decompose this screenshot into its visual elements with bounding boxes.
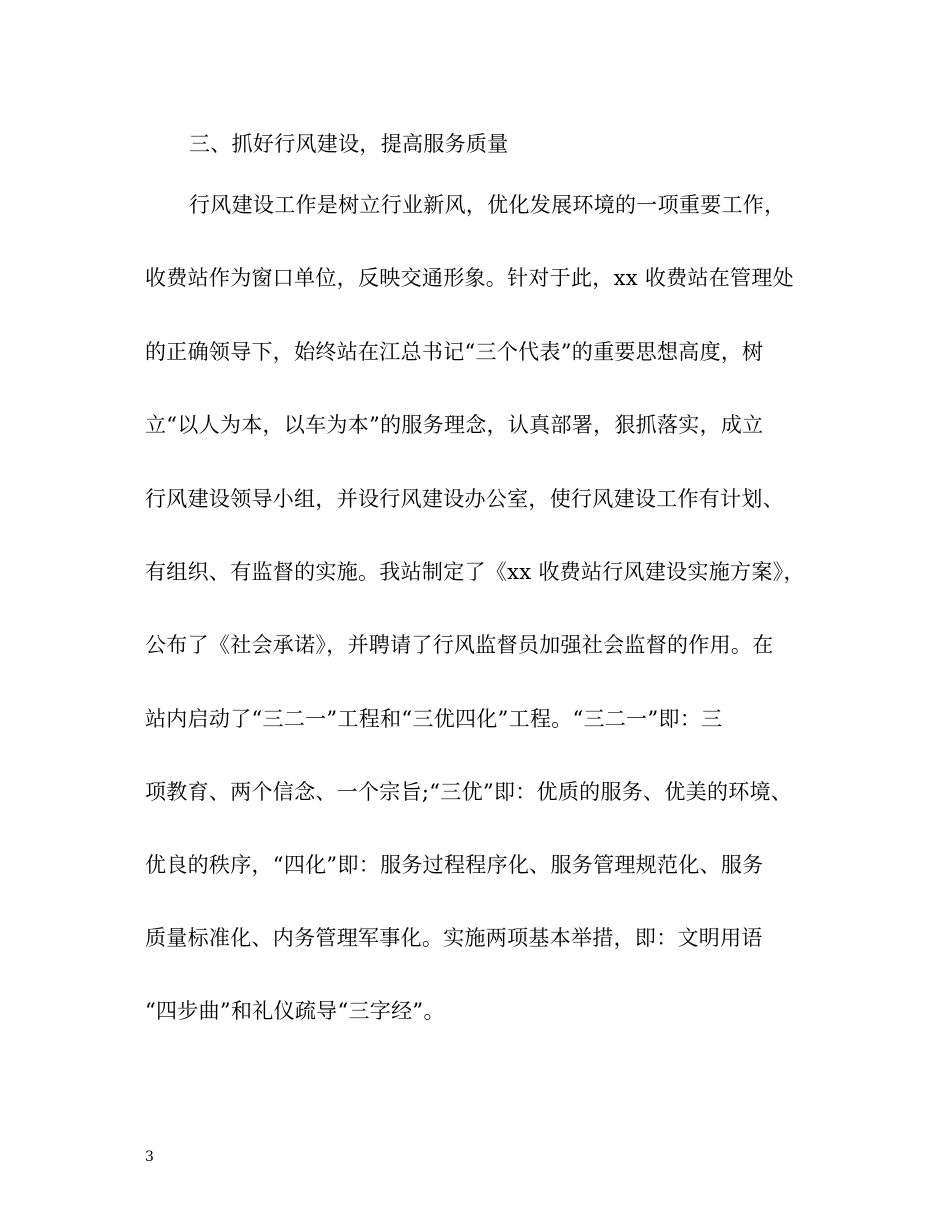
paragraph-line: 公布了《社会承诺》，并聘请了行风监督员加强社会监督的作用。在: [145, 633, 774, 657]
section-heading: 三、抓好行风建设，提高服务质量: [189, 132, 509, 156]
paragraph-line: 收费站作为窗口单位，反映交通形象。针对于此，xx 收费站在管理处: [145, 266, 794, 290]
paragraph-line: 质量标准化、内务管理军事化。实施两项基本举措，即：文明用语: [145, 926, 763, 950]
paragraph-line: “四步曲”和礼仪疏导“三字经”。: [145, 999, 445, 1023]
paragraph-line: 行风建设工作是树立行业新风，优化发展环境的一项重要工作，: [189, 193, 786, 217]
paragraph-line: 行风建设领导小组，并设行风建设办公室，使行风建设工作有计划、: [145, 487, 784, 511]
paragraph-line: 有组织、有监督的实施。我站制定了《xx 收费站行风建设实施方案》，: [145, 560, 805, 584]
paragraph-line: 的正确领导下，始终站在江总书记“三个代表”的重要思想高度，树: [145, 340, 764, 364]
page-number: 3: [145, 1149, 154, 1165]
paragraph-line: 项教育、两个信念、一个宗旨;“三优”即：优质的服务、优美的环境、: [145, 780, 793, 804]
paragraph-line: 优良的秩序，“四化”即：服务过程程序化、服务管理规范化、服务: [145, 853, 764, 877]
paragraph-line: 立“以人为本，以车为本”的服务理念，认真部署，狠抓落实，成立: [145, 413, 764, 437]
paragraph-line: 站内启动了“三二一”工程和“三优四化”工程。“三二一”即：三: [145, 707, 723, 731]
